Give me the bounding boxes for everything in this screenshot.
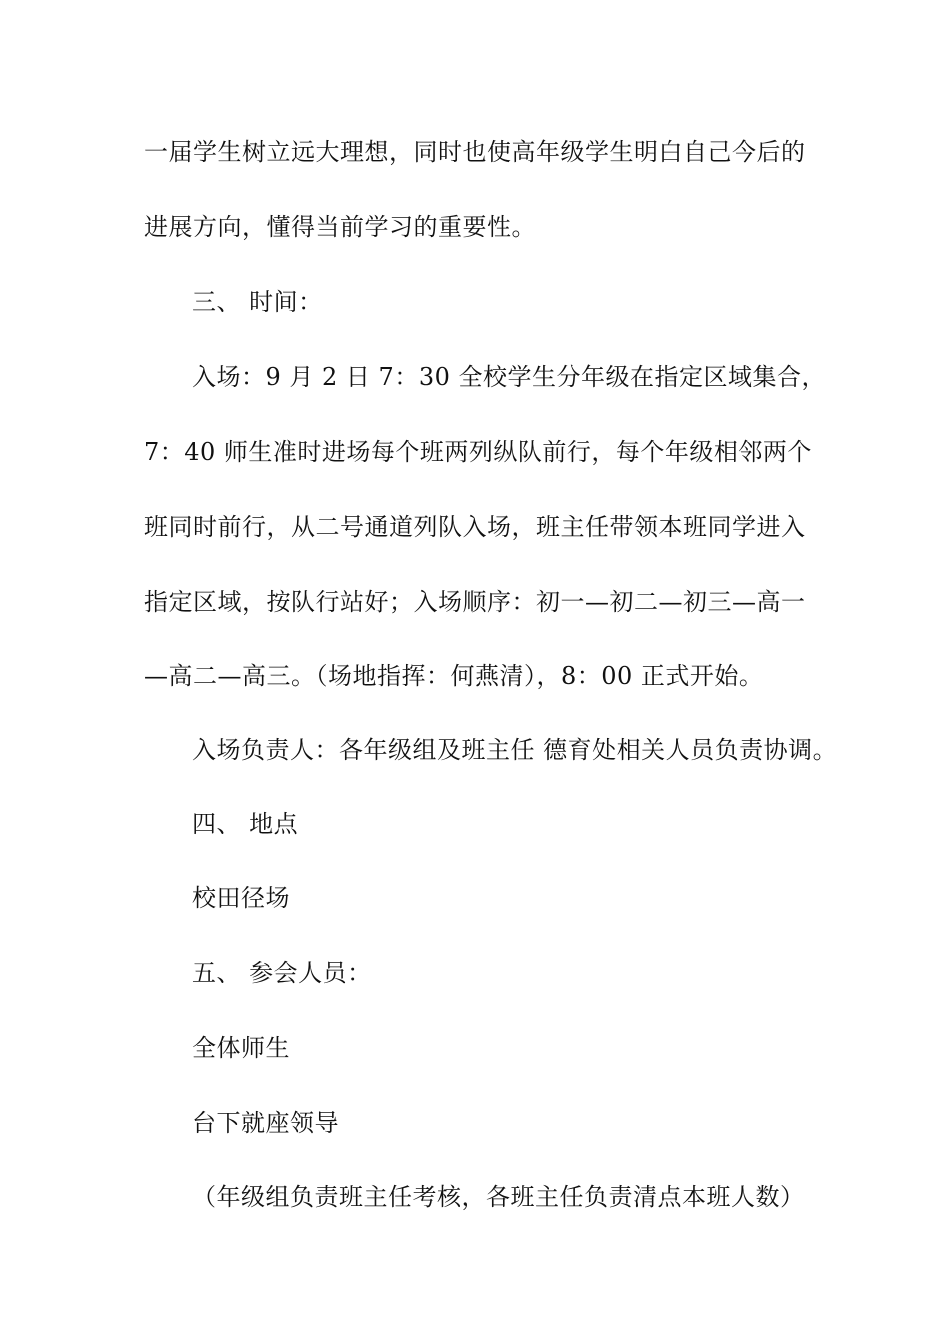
paragraph-line: 台下就座领导: [192, 1109, 339, 1137]
section-heading-location: 四、 地点: [192, 810, 299, 838]
paragraph-line: 指定区域，按队行站好；入场顺序：初一—初二—初三—高一: [144, 588, 806, 616]
section-heading-time: 三、 时间：: [192, 288, 323, 316]
paragraph-line: 校田径场: [192, 884, 290, 912]
paragraph-line: （年级组负责班主任考核，各班主任负责清点本班人数）: [192, 1183, 805, 1211]
paragraph-line: 班同时前行，从二号通道列队入场，班主任带领本班同学进入: [144, 513, 806, 541]
paragraph-line: 入场：9 月 2 日 7：30 全校学生分年级在指定区域集合，: [192, 363, 826, 391]
paragraph-line: 一届学生树立远大理想，同时也使高年级学生明白自己今后的: [144, 138, 806, 166]
paragraph-line: 入场负责人：各年级组及班主任 德育处相关人员负责协调。: [192, 736, 838, 764]
paragraph-line: 7：40 师生准时进场每个班两列纵队前行，每个年级相邻两个: [144, 438, 812, 466]
paragraph-line: 进展方向，懂得当前学习的重要性。: [144, 213, 536, 241]
paragraph-line: —高二—高三。（场地指挥：何燕清），8：00 正式开始。: [144, 662, 764, 690]
section-heading-attendees: 五、 参会人员：: [192, 959, 372, 987]
paragraph-line: 全体师生: [192, 1034, 290, 1062]
